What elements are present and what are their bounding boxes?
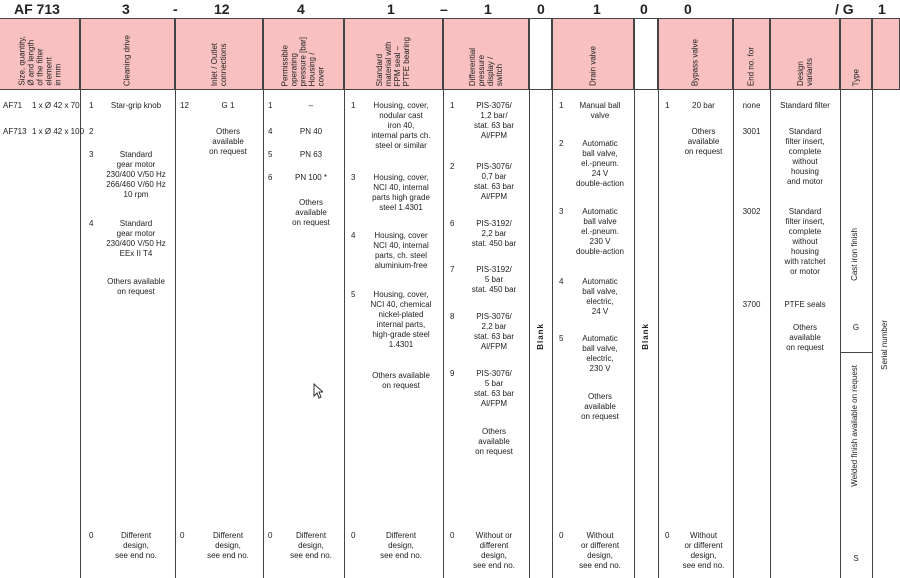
header-blank [529, 18, 552, 89]
option-code: 2 [89, 127, 94, 136]
header-drive: Cleaning drive [80, 18, 175, 89]
option-code: 7 [450, 265, 455, 274]
endno-value: 3001 [742, 127, 761, 136]
model-code: AF 713 [14, 1, 60, 17]
header-design: Design variants [770, 18, 840, 89]
design-option: Standard filter insert, complete without housing and motor [785, 127, 825, 186]
type-divider [840, 352, 872, 353]
option-code: 0 [559, 531, 564, 540]
option-code: 4 [559, 277, 564, 286]
drive-option: Star-grip knob [110, 101, 162, 110]
inlet-code: 12 [214, 1, 230, 17]
size-desc: 1 x Ø 42 x 70 [32, 101, 80, 110]
drain-option: Automatic ball valve el.-pneum. 230 V double-action [575, 207, 625, 256]
option-code: 0 [450, 531, 455, 540]
header-material: Standard material with FPM seal – PTFE bearing [344, 18, 443, 89]
option-code: 4 [89, 219, 94, 228]
design-option: Standard filter [780, 101, 830, 110]
table-border [0, 18, 900, 19]
option-code: 6 [268, 173, 273, 182]
header-type: Type [840, 18, 872, 89]
drain-option: Manual ball valve [579, 101, 621, 120]
option-code: 1 [665, 101, 670, 110]
column-divider [443, 18, 444, 578]
column-divider [263, 18, 264, 578]
drive-option: Standard gear motor 230/400 V/50 Hz EEx II T4 [106, 219, 166, 258]
type-welded-code: S [853, 554, 859, 563]
diff-option: PIS-3076/ 1,2 bar/ stat. 63 bar Al/FPM [473, 101, 515, 140]
header-pressure: Permissible operating pressure [bar] Housing / cover [263, 18, 344, 89]
option-code: 1 [450, 101, 455, 110]
drive-code: 3 [122, 1, 130, 17]
material-option: Housing, cover, NCI 40, chemical nickel-plated internal parts, high-grade steel 1.4301 [370, 290, 432, 349]
code-separator: - [173, 1, 178, 17]
header-size: Size, quantity, Ø and length of the filter element in mm [0, 18, 80, 89]
blank-code: 0 [537, 1, 545, 17]
option-code: 0 [89, 531, 94, 540]
blank-label: Blank [641, 323, 650, 350]
option-code: 0 [665, 531, 670, 540]
material-option: Housing, cover, NCI 40, internal parts high grade steel 1.4301 [372, 173, 430, 212]
material-option: Housing, cover, nodular cast iron 40, internal parts ch. steel or similar [371, 101, 431, 150]
header-inlet: Inlet / Outlet connections [175, 18, 263, 89]
header-serial [872, 18, 900, 89]
column-divider [529, 18, 530, 578]
diff-option: PIS-3192/ 2,2 bar stat. 450 bar [471, 219, 517, 248]
option-code: 5 [351, 290, 356, 299]
code-separator: – [440, 1, 448, 17]
material-code: 1 [387, 1, 395, 17]
option-code: 2 [450, 162, 455, 171]
option-code: 1 [268, 101, 273, 110]
material-others: Others available on request [372, 371, 430, 390]
option-code: 4 [351, 231, 356, 240]
diff-option: PIS-3192/ 5 bar stat. 450 bar [471, 265, 517, 294]
serial-label: Serial number [880, 320, 889, 370]
diff-option: Without or different design, see end no. [473, 531, 515, 570]
option-code: 8 [450, 312, 455, 321]
option-code: 0 [351, 531, 356, 540]
pressure-option: PN 63 [299, 150, 323, 159]
drain-option: Automatic ball valve, electric, 24 V [582, 277, 618, 316]
header-endno: End no. for [733, 18, 770, 89]
column-divider [658, 18, 659, 578]
column-divider [344, 18, 345, 578]
type-code: / G [835, 1, 854, 17]
header-drain: Drain valve [552, 18, 634, 89]
serial-code: 1 [878, 1, 886, 17]
option-code: 3 [89, 150, 94, 159]
pressure-code: 4 [297, 1, 305, 17]
option-code: 12 [180, 101, 189, 110]
option-code: 3 [559, 207, 564, 216]
size-code: AF71 [3, 101, 23, 110]
drain-code: 1 [593, 1, 601, 17]
endno-value: none [742, 101, 761, 110]
size-code: AF713 [3, 127, 27, 136]
column-divider [80, 18, 81, 578]
mouse-cursor-icon [313, 383, 323, 399]
diff-code: 1 [484, 1, 492, 17]
type-cast-code: G [852, 323, 860, 332]
option-code: 2 [559, 139, 564, 148]
column-divider [634, 18, 635, 578]
option-code: 4 [268, 127, 273, 136]
drive-option: Different design, see end no. [115, 531, 157, 560]
option-code: 3 [351, 173, 356, 182]
option-code: 0 [180, 531, 185, 540]
endno-value: 3700 [742, 300, 761, 309]
drain-option: Automatic ball valve, electric, 230 V [582, 334, 618, 373]
inlet-others: Others available on request [209, 127, 247, 156]
design-others: Others available on request [786, 323, 824, 352]
option-code: 1 [351, 101, 356, 110]
pressure-option: PN 40 [299, 127, 323, 136]
bypass-code: 0 [684, 1, 692, 17]
endno-value: 3002 [742, 207, 761, 216]
inlet-option: Different design, see end no. [207, 531, 249, 560]
diff-option: PIS-3076/ 0,7 bar stat. 63 bar Al/FPM [473, 162, 515, 201]
option-code: 5 [268, 150, 273, 159]
pressure-others: Others available on request [292, 198, 330, 227]
diff-others: Others available on request [475, 427, 513, 456]
inlet-option: G 1 [221, 101, 235, 110]
column-divider [872, 18, 873, 578]
pressure-option: Different design, see end no. [290, 531, 332, 560]
header-blank [634, 18, 658, 89]
diff-option: PIS-3076/ 5 bar stat. 63 bar Al/FPM [473, 369, 515, 408]
design-option: PTFE seals [784, 300, 826, 309]
option-code: 9 [450, 369, 455, 378]
column-divider [175, 18, 176, 578]
header-bypass: Bypass valve [658, 18, 733, 89]
size-desc: 1 x Ø 42 x 100 [32, 127, 85, 136]
material-option: Different design, see end no. [380, 531, 422, 560]
bypass-option: 20 bar [692, 101, 715, 110]
option-code: 1 [89, 101, 94, 110]
blank-code: 0 [640, 1, 648, 17]
table-border [0, 89, 900, 90]
option-code: 6 [450, 219, 455, 228]
bypass-option: Without or different design, see end no. [682, 531, 725, 570]
header-diff: Differential pressure display / switch [443, 18, 529, 89]
blank-label: Blank [536, 323, 545, 350]
drain-others: Others available on request [581, 392, 619, 421]
diff-option: PIS-3076/ 2,2 bar stat. 63 bar Al/FPM [473, 312, 515, 351]
pressure-option: PN 100 * [294, 173, 328, 182]
column-divider [552, 18, 553, 578]
material-option: Housing, cover NCI 40, internal parts, ch. steel aluminium-free [373, 231, 429, 270]
drive-option: Standard gear motor 230/400 V/50 Hz 266/460 V/60 Hz 10 rpm [106, 150, 166, 199]
drain-option: Without or different design, see end no. [579, 531, 621, 570]
drive-others: Others available on request [107, 277, 165, 296]
option-code: 1 [559, 101, 564, 110]
column-divider [840, 18, 841, 578]
design-option: Standard filter insert, complete without housing with ratchet or motor [784, 207, 826, 276]
type-welded-label: Welded finish available on request [850, 365, 859, 487]
drain-option: Automatic ball valve, el.-pneum. 24 V double-action [575, 139, 625, 188]
type-cast-label: Cast iron finish [850, 228, 859, 281]
option-code: 5 [559, 334, 564, 343]
bypass-others: Others available on request [684, 127, 723, 156]
pressure-option: – [308, 101, 314, 110]
option-code: 0 [268, 531, 273, 540]
